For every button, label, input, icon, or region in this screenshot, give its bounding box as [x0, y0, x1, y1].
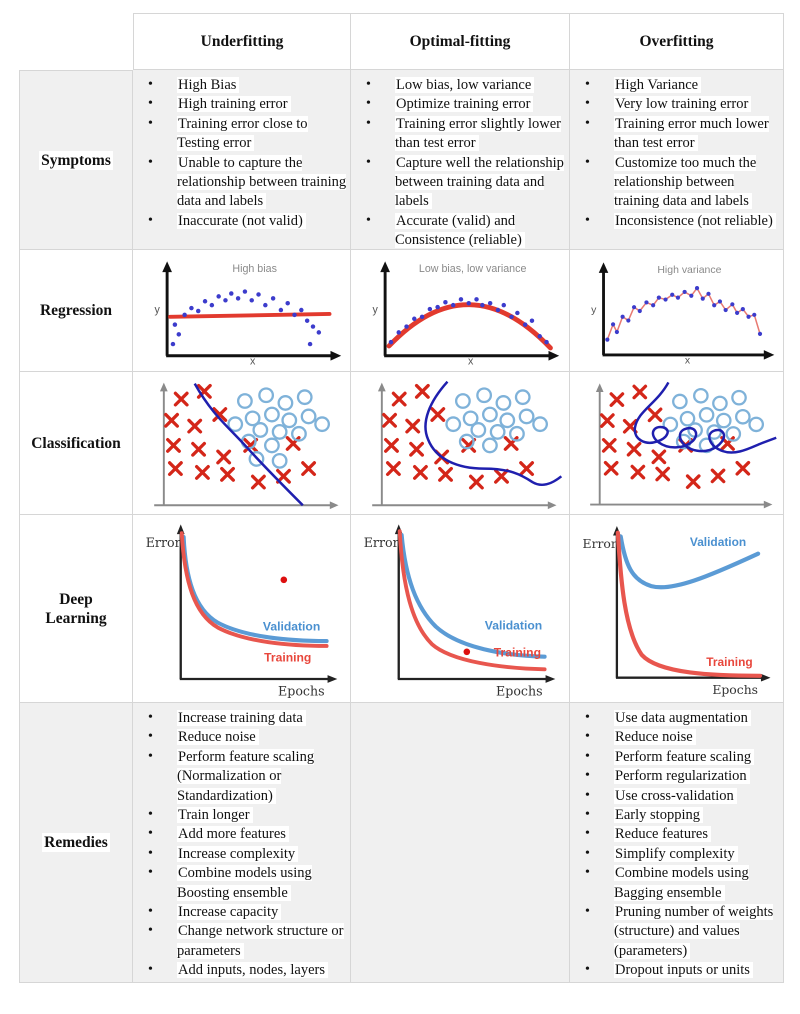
bullet-item: • Inconsistence (not reliable): [570, 212, 781, 231]
bullet-item: • Simplify complexity: [570, 845, 781, 864]
x-axis-arrow: [763, 350, 773, 360]
bullet-item: • High Bias: [133, 76, 348, 95]
regression-underfitting-cell: [133, 250, 351, 372]
column-header-label: Underfitting: [200, 32, 284, 50]
bullet-item: • Capture well the relationship between training data and labels: [351, 154, 567, 212]
deep-learning-optimal-fitting-plot: [354, 517, 566, 701]
deep-learning-overfitting-plot: [573, 517, 781, 701]
bullet-item: • Increase capacity: [133, 903, 348, 922]
column-header-overfitting: [570, 13, 784, 70]
deep-learning-underfitting-plot: [136, 517, 348, 701]
bullet-item: • Change network structure or parameters: [133, 922, 348, 961]
bullet-item: • Inaccurate (not valid): [133, 212, 348, 231]
bullet-item: • Perform feature scaling (Normalization or Standardization): [133, 748, 348, 806]
y-axis-label: y: [372, 303, 378, 316]
classification-optimal-fitting-plot: [354, 374, 566, 512]
remedies-optimal-fitting-cell: [351, 703, 570, 983]
row-label-remedies: Remedies: [19, 703, 133, 983]
y-axis-arrow: [380, 261, 390, 272]
error-axis-label: Error: [145, 534, 181, 550]
bullet-item: • Reduce features: [570, 825, 781, 844]
x-axis-label: x: [684, 354, 690, 366]
x-axis-arrow: [327, 675, 337, 683]
bullet-item: • High Variance: [570, 76, 781, 95]
bullet-item: • Add inputs, nodes, layers: [133, 961, 348, 980]
scatter-points: [605, 286, 762, 342]
bullet-item: • Low bias, low variance: [351, 76, 567, 95]
symptoms-optimal-fitting-list: [351, 76, 569, 250]
y-axis-label: y: [590, 304, 596, 316]
classification-overfitting-plot: [573, 374, 781, 512]
epochs-axis-label: Epochs: [277, 683, 325, 699]
error-axis-label: Error: [582, 535, 617, 551]
bullet-item: • Combine models using Boosting ensemble: [133, 864, 348, 903]
blank-corner-cell: [19, 13, 133, 70]
bullet-item: • Train longer: [133, 806, 348, 825]
y-axis-arrow: [162, 261, 172, 272]
x-axis-arrow: [763, 501, 772, 509]
red-dot-marker: [280, 576, 287, 583]
bullet-item: • Add more features: [133, 825, 348, 844]
y-axis-arrow: [598, 262, 608, 272]
bullet-item: • Dropout inputs or units: [570, 961, 781, 980]
scatter-points: [389, 297, 549, 344]
epochs-axis-label: Epochs: [711, 681, 758, 697]
plot-title: High variance: [656, 264, 721, 276]
symptoms-overfitting-cell: [570, 70, 784, 250]
symptoms-optimal-fitting-cell: [351, 70, 570, 250]
x-axis-arrow: [329, 501, 338, 509]
remedies-underfitting-cell: [133, 703, 351, 983]
classification-underfitting-cell: [133, 372, 351, 515]
x-axis-arrow: [760, 673, 770, 681]
bullet-item: • Perform regularization: [570, 767, 781, 786]
row-label-symptoms: Symptoms: [19, 70, 133, 250]
bullet-item: • Reduce noise: [570, 728, 781, 747]
x-axis-arrow: [546, 675, 556, 683]
validation-curve: [402, 535, 545, 660]
bullet-item: • Use data augmentation: [570, 709, 781, 728]
classification-overfitting-cell: [570, 372, 784, 515]
fitting-comparison-table: [19, 13, 800, 983]
x-axis-label: x: [249, 354, 255, 367]
regression-underfitting-plot: [136, 255, 348, 367]
error-axis-label: Error: [363, 534, 399, 550]
regression-overfitting-cell: [570, 250, 784, 372]
validation-legend-label: Validation: [484, 617, 543, 632]
row-label-deep-learning: Deep Learning: [19, 515, 133, 703]
blue-o-marks: [228, 388, 328, 467]
regression-overfitting-plot: [573, 255, 781, 367]
y-axis-arrow: [595, 383, 603, 392]
remedies-overfitting-list: [570, 709, 783, 981]
training-legend-label: Training: [493, 645, 541, 660]
bullet-item: • Unable to capture the relationship between training data and labels: [133, 154, 348, 212]
bullet-item: • Early stopping: [570, 806, 781, 825]
fit-line: [170, 313, 329, 316]
column-header-label: Optimal-fitting: [409, 32, 511, 50]
deep-learning-underfitting-cell: [133, 515, 351, 703]
plot-title: Low bias, low variance: [418, 262, 527, 275]
plot-title: High bias: [231, 262, 277, 275]
decision-boundary-curve: [425, 382, 561, 485]
remedies-underfitting-list: [133, 709, 350, 981]
classification-underfitting-plot: [136, 374, 348, 512]
x-axis-label: x: [468, 354, 474, 367]
bullet-item: • Perform feature scaling: [570, 748, 781, 767]
bullet-item: • Pruning number of weights (structure) and values (parameters): [570, 903, 781, 961]
y-axis-label: y: [153, 303, 160, 316]
bullet-item: • Use cross-validation: [570, 787, 781, 806]
x-axis-arrow: [330, 350, 341, 360]
regression-optimal-fitting-plot: [354, 255, 566, 367]
y-axis-arrow: [159, 383, 167, 392]
bullet-item: • Training error slightly lower than test error: [351, 115, 567, 154]
validation-legend-label: Validation: [262, 618, 320, 633]
bullet-item: • Increase training data: [133, 709, 348, 728]
row-label-regression: Regression: [19, 250, 133, 372]
bullet-item: • Customize too much the relationship between training data and labels: [570, 154, 781, 212]
symptoms-underfitting-list: [133, 76, 350, 231]
bullet-item: • Training error much lower than test error: [570, 115, 781, 154]
symptoms-overfitting-list: [570, 76, 783, 231]
column-header-optimal-fitting: [351, 13, 570, 70]
column-header-underfitting: [133, 13, 351, 70]
row-label-classification: Classification: [19, 372, 133, 515]
x-axis-arrow: [548, 501, 557, 509]
training-legend-label: Training: [705, 654, 753, 669]
deep-learning-optimal-fitting-cell: [351, 515, 570, 703]
epochs-axis-label: Epochs: [496, 683, 543, 699]
training-legend-label: Training: [263, 650, 311, 665]
y-axis-arrow: [378, 383, 386, 392]
regression-optimal-fitting-cell: [351, 250, 570, 372]
bullet-item: • Increase complexity: [133, 845, 348, 864]
remedies-overfitting-cell: [570, 703, 784, 983]
deep-learning-overfitting-cell: [570, 515, 784, 703]
classification-optimal-fitting-cell: [351, 372, 570, 515]
bullet-item: • Reduce noise: [133, 728, 348, 747]
blue-o-marks: [663, 389, 762, 452]
red-dot-marker: [464, 648, 471, 655]
bullet-item: • Combine models using Bagging ensemble: [570, 864, 781, 903]
bullet-item: • High training error: [133, 95, 348, 114]
validation-legend-label: Validation: [689, 534, 746, 549]
bullet-item: • Very low training error: [570, 95, 781, 114]
bullet-item: • Accurate (valid) and Consistence (reliable): [351, 212, 567, 250]
x-axis-arrow: [548, 350, 559, 360]
column-header-label: Overfitting: [639, 32, 714, 50]
symptoms-underfitting-cell: [133, 70, 351, 250]
bullet-item: • Training error close to Testing error: [133, 115, 348, 154]
bullet-item: • Optimize training error: [351, 95, 567, 114]
blue-o-marks: [446, 388, 546, 452]
